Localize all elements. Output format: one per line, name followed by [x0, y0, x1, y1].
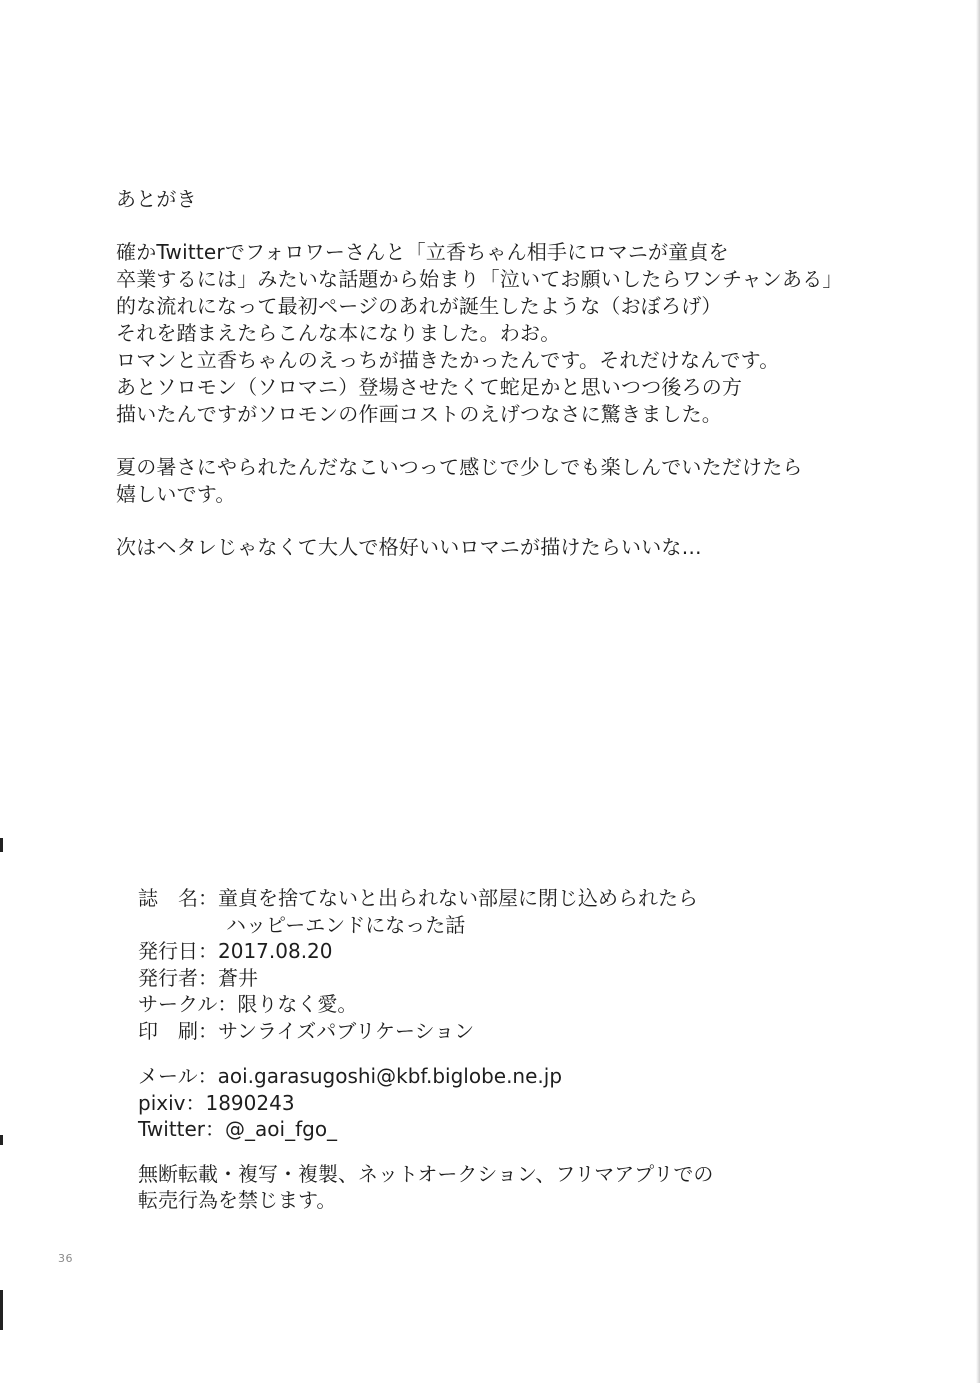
- colophon-publisher: 発行者：蒼井: [138, 965, 258, 990]
- page-edge-mark: [0, 838, 3, 852]
- afterword-line: 卒業するには」みたいな話題から始まり「泣いてお願いしたらワンチャンある」: [116, 267, 843, 291]
- colophon-twitter: Twitter：@_aoi_fgo_: [138, 1117, 338, 1141]
- colophon-mail: メール：aoi.garasugoshi@kbf.biglobe.ne.jp: [138, 1064, 563, 1088]
- afterword-paragraph-1: [116, 239, 916, 428]
- afterword-paragraph-3: [116, 534, 916, 561]
- afterword-line: 的な流れになって最初ページのあれが誕生したような（おぼろげ）: [116, 294, 722, 318]
- colophon-book-title: 誌 名：童貞を捨てないと出られない部屋に閉じ込められたら: [138, 886, 698, 910]
- afterword-line: 確かTwitterでフォロワーさんと「立香ちゃん相手にロマニが童貞を: [116, 240, 729, 264]
- colophon-notice: 無断転載・複写・複製、ネットオークション、フリマアプリでの: [138, 1161, 714, 1186]
- afterword-line: ロマンと立香ちゃんのえっちが描きたかったんです。それだけなんです。: [116, 348, 780, 372]
- afterword-line: 次はヘタレじゃなくて大人で格好いいロマニが描けたらいいな…: [116, 535, 702, 559]
- colophon-pixiv: pixiv：1890243: [138, 1090, 295, 1115]
- colophon-section: [138, 885, 713, 1214]
- page-edge-shadow: [976, 0, 980, 1383]
- afterword-line: それを踏まえたらこんな本になりました。わお。: [116, 321, 561, 345]
- page-number: 36: [58, 1252, 73, 1265]
- afterword-paragraph-2: [116, 454, 916, 508]
- page-edge-mark: [0, 1135, 3, 1145]
- afterword-line: 夏の暑さにやられたんだなこいつって感じで少しでも楽しんでいただけたら: [116, 455, 803, 479]
- afterword-line: あとソロモン（ソロマニ）登場させたくて蛇足かと思いつつ後ろの方: [116, 375, 743, 399]
- colophon-printer: 印 刷：サンライズパブリケーション: [138, 1018, 475, 1043]
- afterword-line: 描いたんですがソロモンの作画コストのえげつなさに驚きました。: [116, 402, 722, 426]
- colophon-publish-date: 発行日：2017.08.20: [138, 939, 333, 963]
- page-edge-mark: [0, 1290, 3, 1330]
- afterword-title: あとがき: [116, 187, 197, 211]
- colophon-book-title-continued: ハッピーエンドになった話: [226, 912, 466, 937]
- afterword-line: 嬉しいです。: [116, 482, 236, 506]
- colophon-notice-continued: 転売行為を禁じます。: [138, 1188, 337, 1212]
- colophon-circle: サークル：限りなく愛。: [138, 992, 358, 1016]
- afterword-section: [116, 186, 916, 561]
